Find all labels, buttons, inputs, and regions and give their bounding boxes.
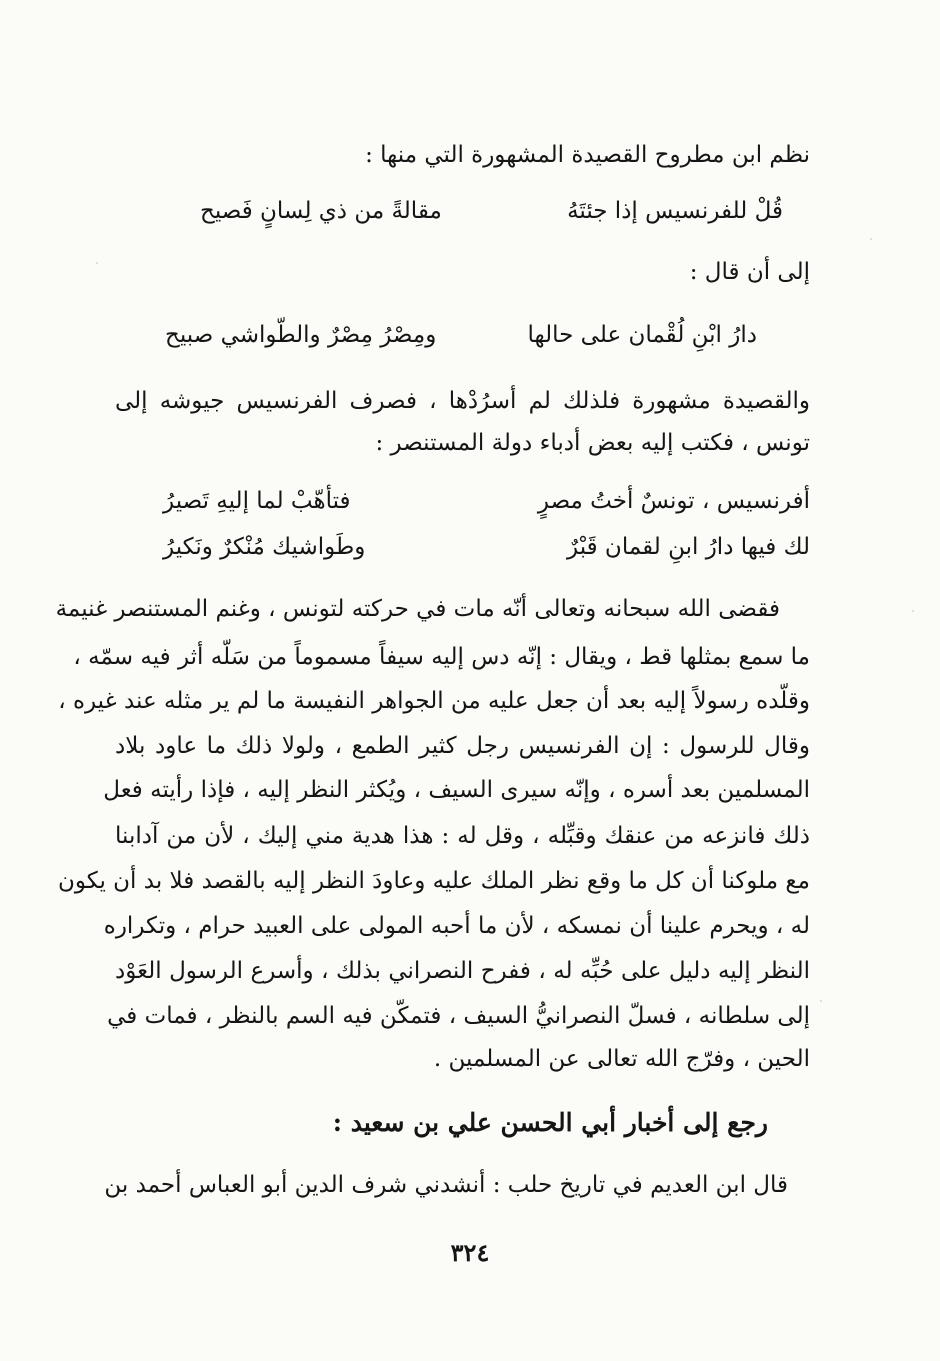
text-line-17: النظر إليه دليل على حُبِّه له ، ففرح النصراني بذلك ، وأسرع الرسول العَوْد [115,958,810,984]
verse-1-second-hemistich: مقالةً من ذي لِسانٍ فَصيح [200,198,442,224]
text-line-6: تونس ، فكتب إليه بعض أدباء دولة المستنصر : [375,430,810,456]
text-line-16: له ، ويحرم علينا أن نمسكه ، لأن ما أحبه المولى على العبيد حرام ، وتكراره [103,913,810,939]
text-line-21: قال ابن العديم في تاريخ حلب : أنشدني شرف الدين أبو العباس أحمد بن [104,1172,788,1198]
text-line-11: وقلّده رسولاً إليه بعد أن جعل عليه من الجواهر النفيسة ما لم ير مثله عند غيره ، [58,688,810,714]
verse-4-first-hemistich: لك فيها دارُ ابنِ لقمان قَبْرٌ [567,534,810,560]
paper-speck [870,238,872,240]
text-line-18: إلى سلطانه ، فسلّ النصرانيُّ السيف ، فتمكّن فيه السم بالنظر ، فمات في [107,1003,810,1029]
text-line-13: المسلمين بعد أسره ، وإنّه سيرى السيف ، ويُكثر النظر إليه ، فإذا رأيته فعل [103,777,810,803]
text-line-19: الحين ، وفرّج الله تعالى عن المسلمين . [433,1046,810,1072]
text-line-14: ذلك فانزعه من عنقك وقبِّله ، وقل له : هذا هدية مني إليك ، لأن من آدابنا [115,823,810,849]
paper-speck [820,1000,822,1002]
text-line-3: إلى أن قال : [689,259,810,285]
text-line-5: والقصيدة مشهورة فلذلك لم أسرُدْها ، فصرف الفرنسيس جيوشه إلى [115,388,810,414]
text-line-1: نظم ابن مطروح القصيدة المشهورة التي منها : [365,142,810,168]
verse-4-second-hemistich: وطَواشيك مُنْكرٌ ونَكيرُ [163,534,366,560]
text-line-9: فقضى الله سبحانه وتعالى أنّه مات في حركته لتونس ، وغنم المستنصر غنيمة [55,596,780,622]
text-line-12: وقال للرسول : إن الفرنسيس رجل كثير الطمع ، ولولا ذلك ما عاود بلاد [115,733,810,759]
paper-speck [96,262,98,264]
page-number: ٣٢٤ [450,1238,490,1267]
section-heading: رجع إلى أخبار أبي الحسن علي بن سعيد : [332,1108,768,1137]
verse-2-first-hemistich: دارُ ابْنِ لُقْمان على حالها [527,322,757,348]
verse-2-second-hemistich: ومِصْرُ مِصْرٌ والطّواشي صبيح [165,322,437,348]
verse-3-second-hemistich: فتأهّبْ لما إليهِ تَصيرُ [163,488,351,514]
paper-speck [912,610,914,612]
verse-1-first-hemistich: قُلْ للفرنسيس إذا جئتَهُ [567,198,783,224]
verse-3-first-hemistich: أفرنسيس ، تونسٌ أختُ مصرٍ [537,488,810,514]
text-line-10: ما سمع بمثلها قط ، ويقال : إنّه دس إليه سيفاً مسموماً من سَلّه أثر فيه سمّه ، [73,644,810,670]
text-line-15: مع ملوكنا أن كل ما وقع نظر الملك عليه وعاودَ النظر إليه بالقصد فلا بد أن يكون [57,868,810,894]
